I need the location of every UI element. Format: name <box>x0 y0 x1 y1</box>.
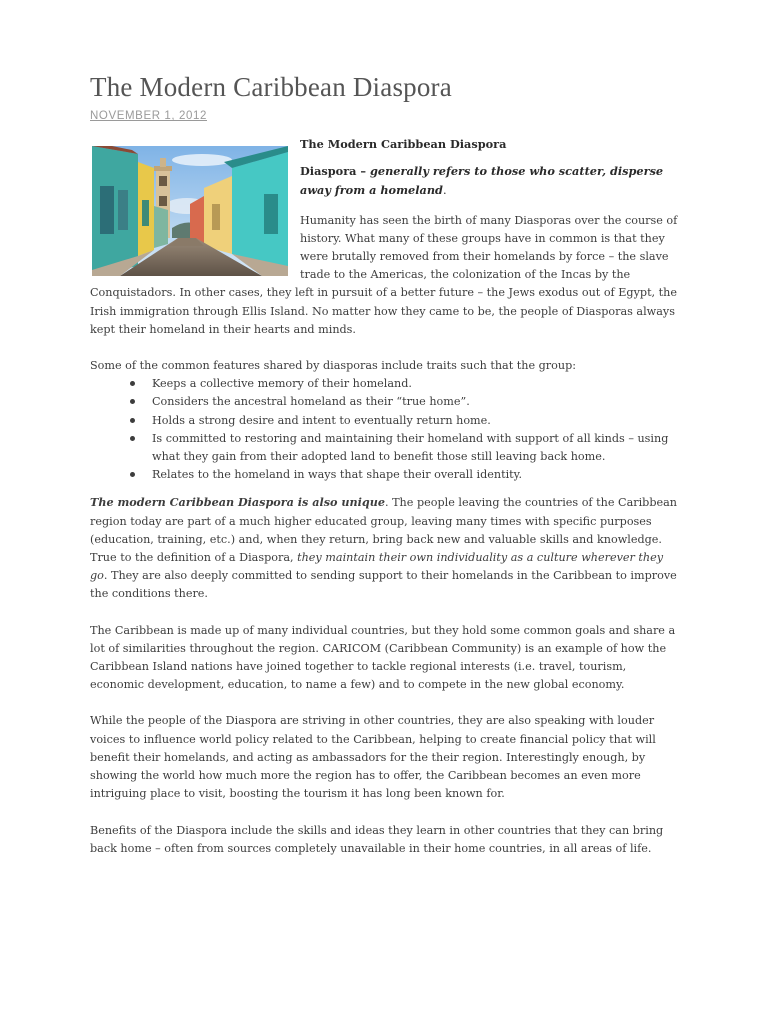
paragraph-benefits: Benefits of the Diaspora include the skills and ideas they learn in other countries that they can bring back home – often from sources completely unavailable in their home countries, in all areas of life. <box>90 823 664 855</box>
unique-text-b: . They are also deeply committed to sending support to their homelands in the Caribbean to improve the conditions there. <box>90 569 677 601</box>
post-date-link[interactable]: NOVEMBER 1, 2012 <box>90 110 207 122</box>
list-item: Considers the ancestral homeland as their “true home”. <box>130 393 680 411</box>
unique-text-a: . The people leaving the countries of the Caribbean region today are part of a much higher educated group, leaving many times with specific purposes (education, training, etc.) and, when they return, bring back new and valuable skills and knowledge. True to the definition of a Diaspora, <box>90 496 677 565</box>
article-body <box>90 135 680 858</box>
features-intro: Some of the common features shared by diasporas include traits such that the group: <box>90 359 577 373</box>
unique-italic: they maintain their own individuality as a culture wherever they go <box>90 551 664 583</box>
definition-dash: – <box>356 164 370 179</box>
page-title: The Modern Caribbean Diaspora <box>90 72 452 102</box>
definition-end: . <box>442 184 447 198</box>
paragraph-unique <box>90 493 680 603</box>
list-item: Relates to the homeland in ways that shape their overall identity. <box>130 466 680 484</box>
paragraph-voices: While the people of the Diaspora are striving in other countries, they are also speaking with louder voices to influence world policy related to the Caribbean, helping to create financial policy that will benefit their homelands, and acting as ambassadors for the their region. Interestingly enough, by showing the world how much more the region has to offer, the Caribbean becomes an even more intriguing place to visit, boosting the tourism it has long been known for. <box>90 714 656 801</box>
features-list <box>90 375 680 484</box>
list-item: Keeps a collective memory of their homeland. <box>130 375 680 393</box>
caribbean-street-photo <box>92 146 288 276</box>
intro-heading: The Modern Caribbean Diaspora <box>300 137 507 151</box>
article <box>90 70 680 858</box>
definition-text: generally refers to those who scatter, disperse away from a homeland <box>300 164 664 198</box>
paragraph-history: Humanity has seen the birth of many Diasporas over the course of history. What many of these groups have in common is that they were brutally removed from their homelands by force – the slave trade to the Americas, the colonization of the Incas by the Conquistadors. In other cases, they left in pursuit of a better future – the Jews exodus out of Egypt, the Irish immigration through Ellis Island. No matter how they came to be, the people of Diasporas always kept their homeland in their hearts and minds. <box>90 213 678 336</box>
unique-lead: The modern Caribbean Diaspora is also unique <box>90 495 385 510</box>
list-item: Holds a strong desire and intent to eventually return home. <box>130 412 680 430</box>
list-item: Is committed to restoring and maintaining their homeland with support of all kinds – using what they gain from their adopted land to benefit those still leaving back home. <box>130 430 680 466</box>
paragraph-caricom: The Caribbean is made up of many individual countries, but they hold some common goals and share a lot of similarities throughout the region. CARICOM (Caribbean Community) is an example of how the Caribbean Island nations have joined together to tackle regional interests (i.e. travel, tourism, economic development, education, to name a few) and to compete in the new global economy. <box>90 623 676 692</box>
definition-term: Diaspora <box>300 164 357 179</box>
